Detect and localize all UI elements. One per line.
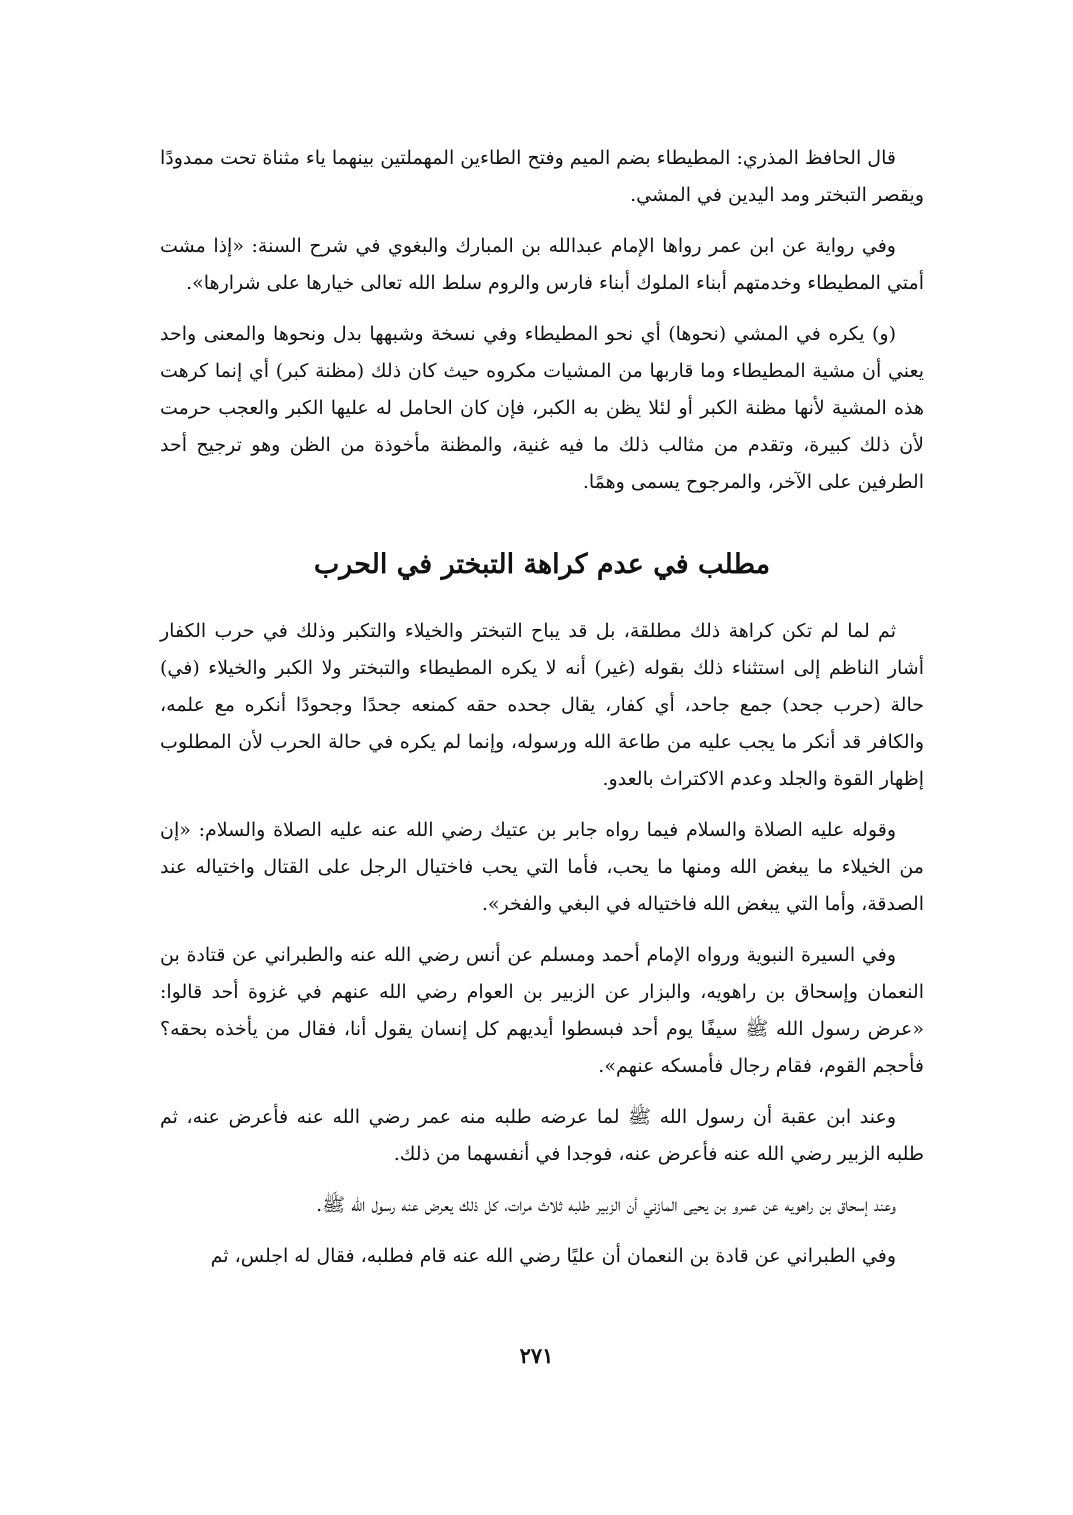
paragraph-ibn-rahawayh: وعند إسحاق بن راهويه عن عمرو بن يحيى المازني أن الزبير طلبه ثلاث مرات، كل ذلك يعرض عنه رسول الله ﷺ.	[316, 1194, 896, 1216]
paragraph-tabarani: وفي الطبراني عن قادة بن النعمان أن عليًا رضي الله عنه قام فطلبه، فقال له اجلس، ثم	[210, 1245, 896, 1267]
paragraph-jabir-hadith: وقوله عليه الصلاة والسلام فيما رواه جابر بن عتيك رضي الله عنه عليه الصلاة والسلام: «إن من الخيلاء ما يبغض الله ومنها ما يحب، فأما التي يحب فاختيال الرجل على القتال واختياله عند الصدقة، وأما التي يبغض الله فاختياله في البغي والفخر».	[160, 819, 924, 915]
section-heading: مطلب في عدم كراهة التبختر في الحرب	[313, 549, 771, 580]
paragraph-sira-uhud: وفي السيرة النبوية ورواه الإمام أحمد ومسلم عن أنس رضي الله عنه والطبراني عن قتادة بن النعمان وإسحاق بن راهويه، والبزار عن الزبير بن العوام رضي الله عنهم في غزوة أحد قالوا: «عرض رسول الله ﷺ سيفًا يوم أحد فبسطوا أيديهم كل إنسان يقول أنا، فقال من يأخذه بحقه؟ فأحجم القوم، فقام رجال فأمسكه عنهم».	[160, 944, 924, 1077]
paragraph-ibn-uqba: وعند ابن عقبة أن رسول الله ﷺ لما عرضه طلبه منه عمر رضي الله عنه فأعرض عنه، ثم طلبه الزبير رضي الله عنه فأعرض عنه، فوجدا في أنفسهما من ذلك.	[160, 1106, 924, 1165]
page-number: ٢٧١	[519, 1343, 554, 1368]
paragraph-walking-manner: (و) يكره في المشي (نحوها) أي نحو المطيطاء وفي نسخة وشبهها بدل ونحوها والمعنى واحد يعني أن مشية المطيطاء وما قاربها من المشيات مكروه حيث كان ذلك (مظنة كبر) أي إنما كرهت هذه المشية لأنها مظنة الكبر أو لئلا يظن به الكبر، فإن كان الحامل له عليها الكبر والعجب حرمت لأن ذلك كبيرة، وتقدم من مثالب ذلك ما فيه غنية، والمظنة مأخوذة من الظن وهو ترجيح أحد الطرفين على الآخر، والمرجوح يسمى وهمًا.	[160, 323, 924, 493]
paragraph-war-exception: ثم لما لم تكن كراهة ذلك مطلقة، بل قد يباح التبختر والخيلاء والتكبر وذلك في حرب الكفار أشار الناظم إلى استثناء ذلك بقوله (غير) أنه لا يكره المطيطاء والتبختر ولا الكبر والخيلاء (في) حالة (حرب جحد) جمع جاحد، أي كفار، يقال جحده حقه كمنعه جحدًا وجحودًا أنكره مع علمه، والكافر قد أنكر ما يجب عليه من طاعة الله ورسوله، وإنما لم يكره في حالة الحرب لأن المطلوب إظهار القوة والجلد وعدم الاكتراث بالعدو.	[160, 620, 924, 790]
paragraph-ibn-umar-narration: وفي رواية عن ابن عمر رواها الإمام عبدالله بن المبارك والبغوي في شرح السنة: «إذا مشت أمتي المطيطاء وخدمتهم أبناء الملوك أبناء فارس والروم سلط الله تعالى خيارها على شرارها».	[160, 235, 924, 294]
page-body	[160, 140, 924, 1289]
paragraph-mutaytaa-definition: قال الحافظ المذري: المطيطاء بضم الميم وفتح الطاءين المهملتين بينهما ياء مثناة تحت ممدودًا ويقصر التبختر ومد اليدين في المشي.	[160, 147, 924, 206]
